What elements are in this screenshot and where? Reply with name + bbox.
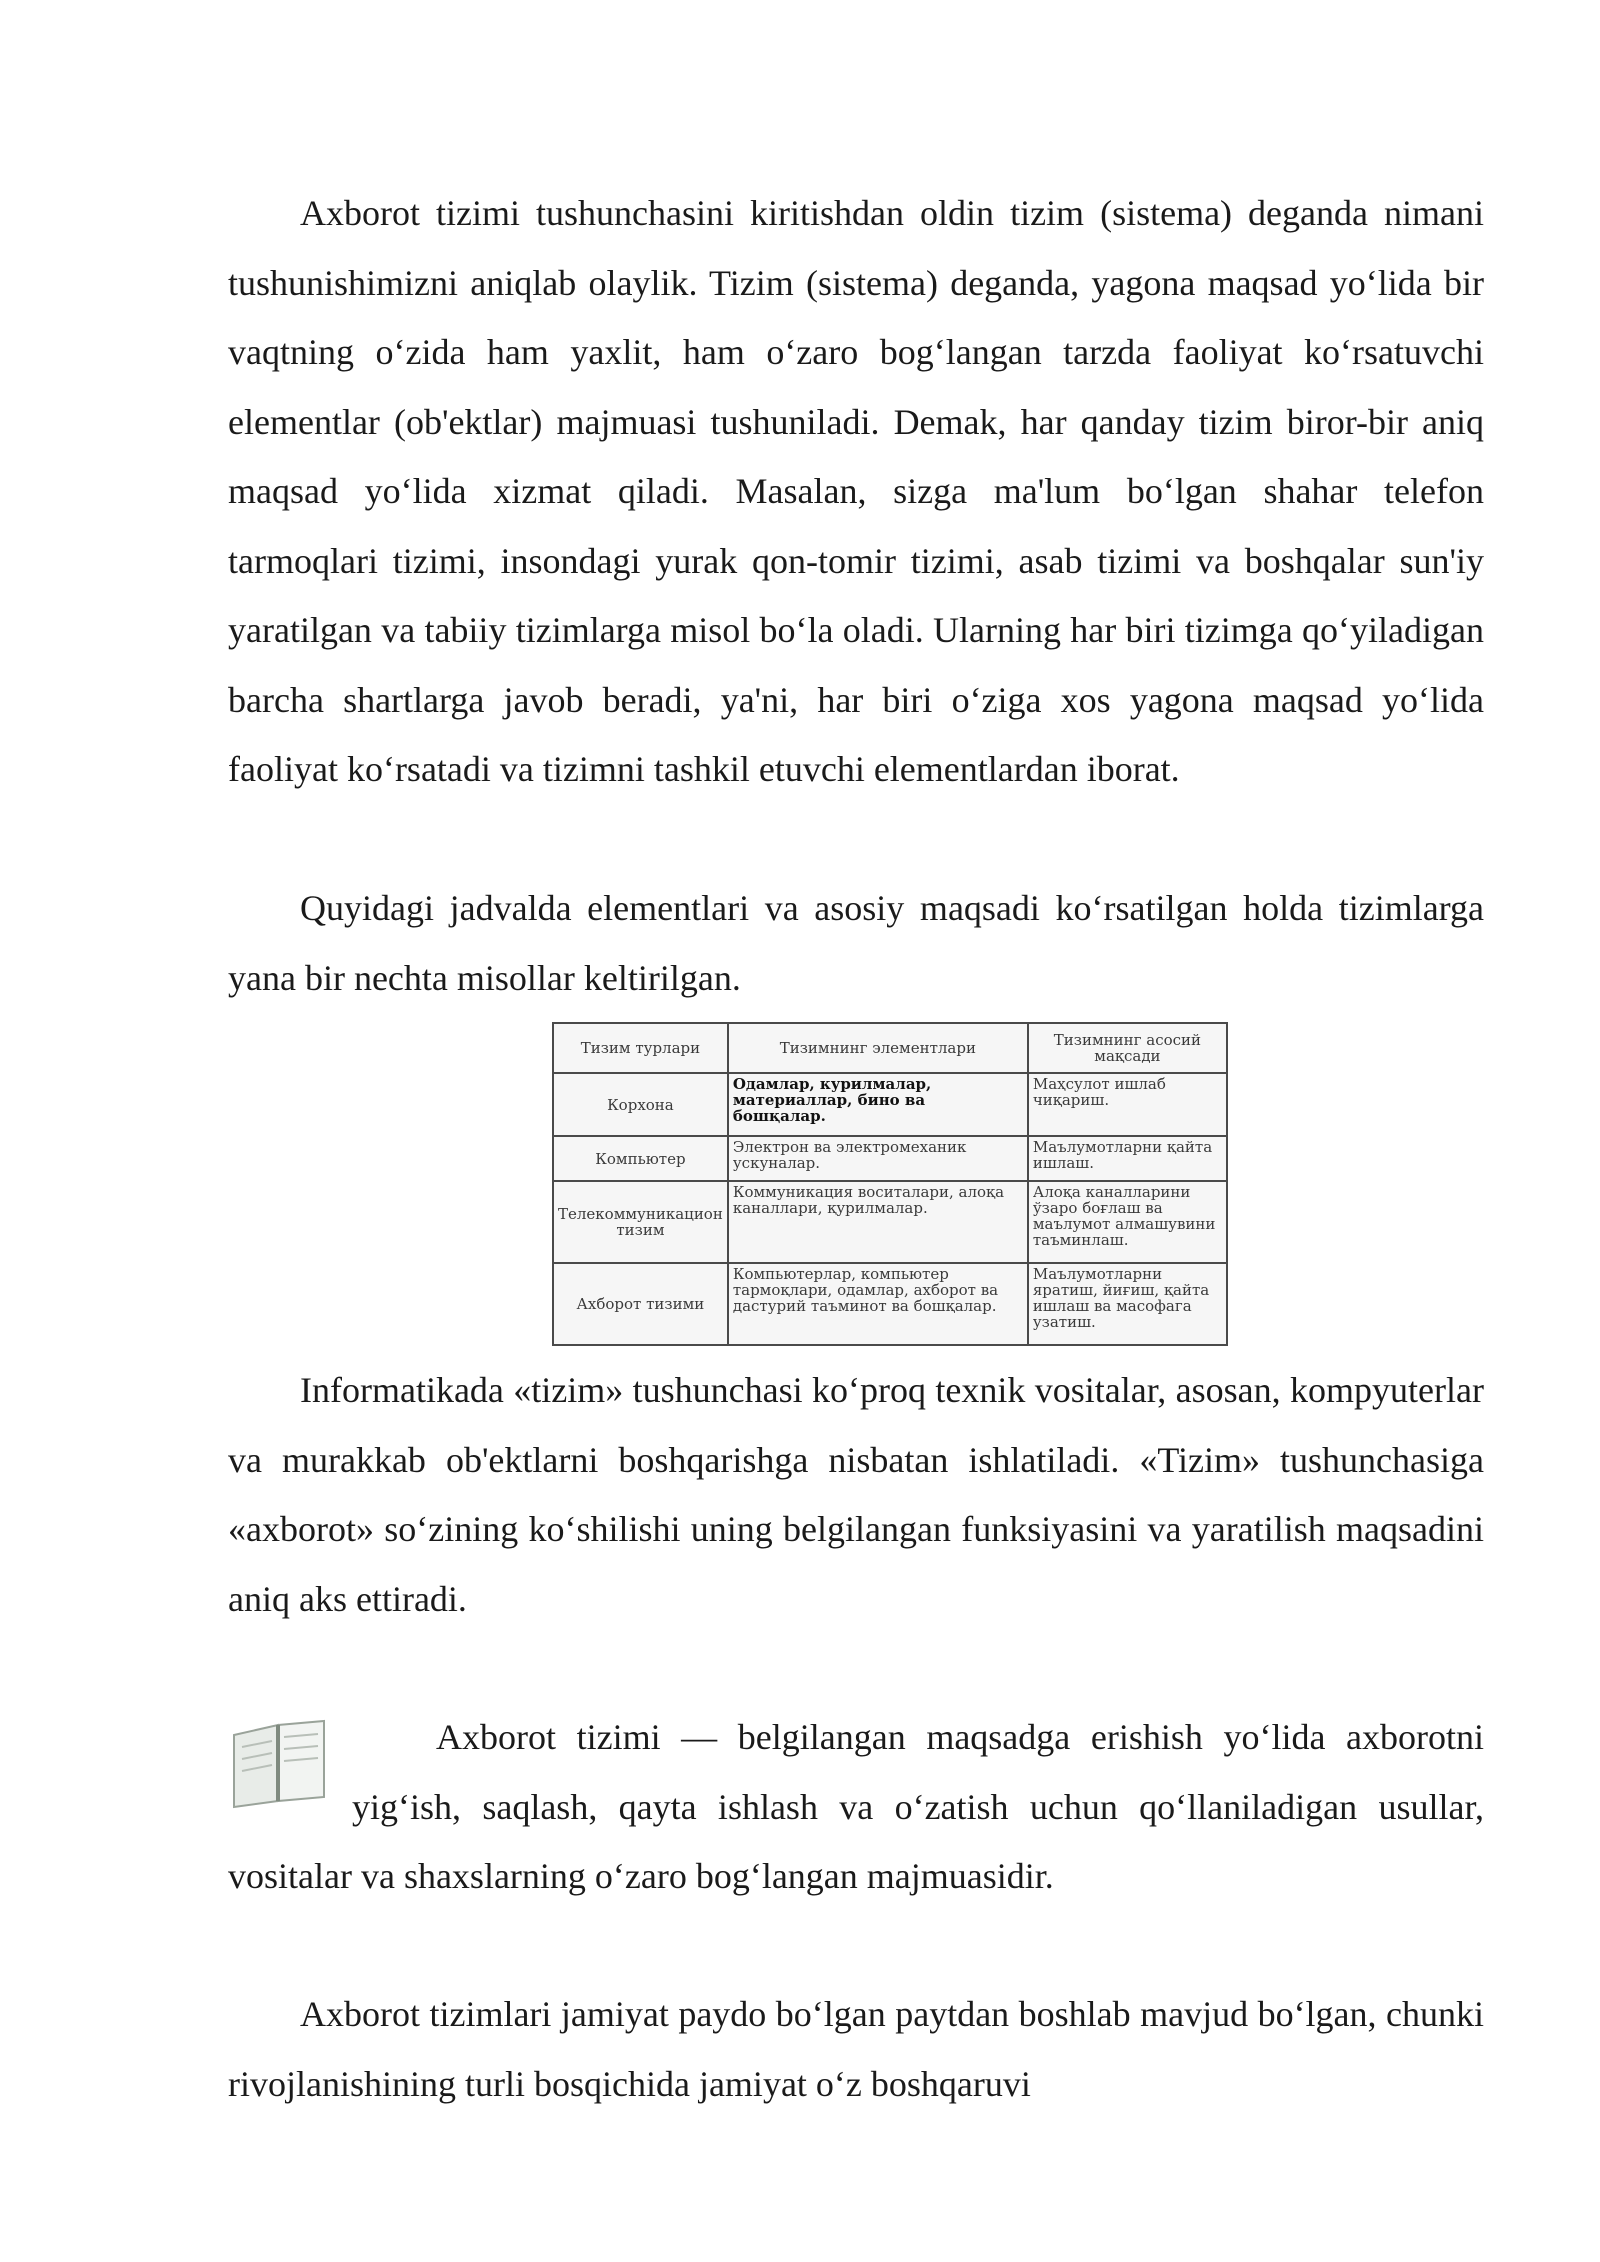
paragraph-history xyxy=(228,1980,1484,2119)
table-row xyxy=(553,1263,1227,1345)
table-cell-elements: Компьютерлар, компьютер тармоқлари, одамлар, ахборот ва дастурий таъминот ва бошқалар. xyxy=(728,1263,1028,1345)
paragraph-informatics xyxy=(228,1356,1484,1634)
paragraph-text: Axborot tizimlari jamiyat paydo bo‘lgan paytdan boshlab mavjud bo‘lgan, chunki rivojlanishining turli bosqichida jamiyat o‘z boshqaruvi xyxy=(228,1994,1484,2104)
table-header-row xyxy=(553,1023,1227,1073)
table-header-cell: Тизимнинг элементлари xyxy=(728,1023,1028,1073)
table-cell-elements: Одамлар, курилмалар, материаллар, бино ва бошқалар. xyxy=(728,1073,1028,1136)
table-cell-goal: Алоқа каналларини ўзаро боғлаш ва маълумот алмашувини таъминлаш. xyxy=(1028,1181,1227,1263)
table-header-cell: Тизимнинг асосий мақсади xyxy=(1028,1023,1227,1073)
table-cell-type: Корхона xyxy=(553,1073,728,1136)
table-cell-type: Ахборот тизими xyxy=(553,1263,728,1345)
definition-block xyxy=(228,1703,1484,1912)
table-header-cell: Тизим турлари xyxy=(553,1023,728,1073)
systems-table-figure xyxy=(552,1022,1228,1346)
table-cell-elements: Электрон ва электромеханик ускуналар. xyxy=(728,1136,1028,1181)
open-book-icon xyxy=(228,1715,332,1811)
table-cell-goal: Маҳсулот ишлаб чиқариш. xyxy=(1028,1073,1227,1136)
table-cell-elements: Коммуникация воситалари, алоқа каналлари, қурилмалар. xyxy=(728,1181,1028,1263)
table-row xyxy=(553,1073,1227,1136)
table-cell-type: Телекоммуникацион тизим xyxy=(553,1181,728,1263)
paragraph-table-intro xyxy=(228,874,1484,1013)
paragraph-definition xyxy=(228,1703,1484,1912)
table-cell-type: Компьютер xyxy=(553,1136,728,1181)
table-cell-goal: Маълумотларни қайта ишлаш. xyxy=(1028,1136,1227,1181)
paragraph-text: Axborot tizimi tushunchasini kiritishdan oldin tizim (sistema) deganda nimani tushunishimizni aniqlab olaylik. Tizim (sistema) deganda, yagona maqsad yo‘lida bir vaqtning o‘zida ham yaxlit, ham o‘zaro bog‘langan tarzda faoliyat ko‘rsatuvchi elementlar (ob'ektlar) majmuasi tushuniladi. Demak, har qanday tizim biror-bir aniq maqsad yo‘lida xizmat qiladi. Masalan, sizga ma'lum bo‘lgan shahar telefon tarmoqlari tizimi, insondagi yurak qon-tomir tizimi, asab tizimi va boshqalar sun'iy yaratilgan va tabiiy tizimlarga misol bo‘la oladi. Ularning har biri tizimga qo‘yiladigan barcha shartlarga javob beradi, ya'ni, har biri o‘ziga xos yagona maqsad yo‘lida faoliyat ko‘rsatadi va tizimni tashkil etuvchi elementlardan iborat. xyxy=(228,193,1484,789)
paragraph-text: Axborot tizimi — belgilangan maqsadga erishish yo‘lida axborotni yig‘ish, saqlash, qayta ishlash va o‘zatish uchun qo‘llaniladigan usullar, vositalar va shaxslarning o‘zaro bog‘langan majmuasidir. xyxy=(228,1717,1484,1896)
paragraph-text: Informatikada «tizim» tushunchasi ko‘proq texnik vositalar, asosan, kompyuterlar va murakkab ob'ektlarni boshqarishga nisbatan ishlatiladi. «Tizim» tushunchasiga «axborot» so‘zining ko‘shilishi uning belgilangan funksiyasini va yaratilish maqsadini aniq aks ettiradi. xyxy=(228,1370,1484,1619)
table-row xyxy=(553,1181,1227,1263)
systems-table xyxy=(552,1022,1228,1346)
table-row xyxy=(553,1136,1227,1181)
paragraph-system-definition xyxy=(228,179,1484,805)
paragraph-text: Quyidagi jadvalda elementlari va asosiy maqsadi ko‘rsatilgan holda tizimlarga yana bir nechta misollar keltirilgan. xyxy=(228,888,1484,998)
table-cell-goal: Маълумотларни яратиш, йиғиш, қайта ишлаш ва масофага узатиш. xyxy=(1028,1263,1227,1345)
